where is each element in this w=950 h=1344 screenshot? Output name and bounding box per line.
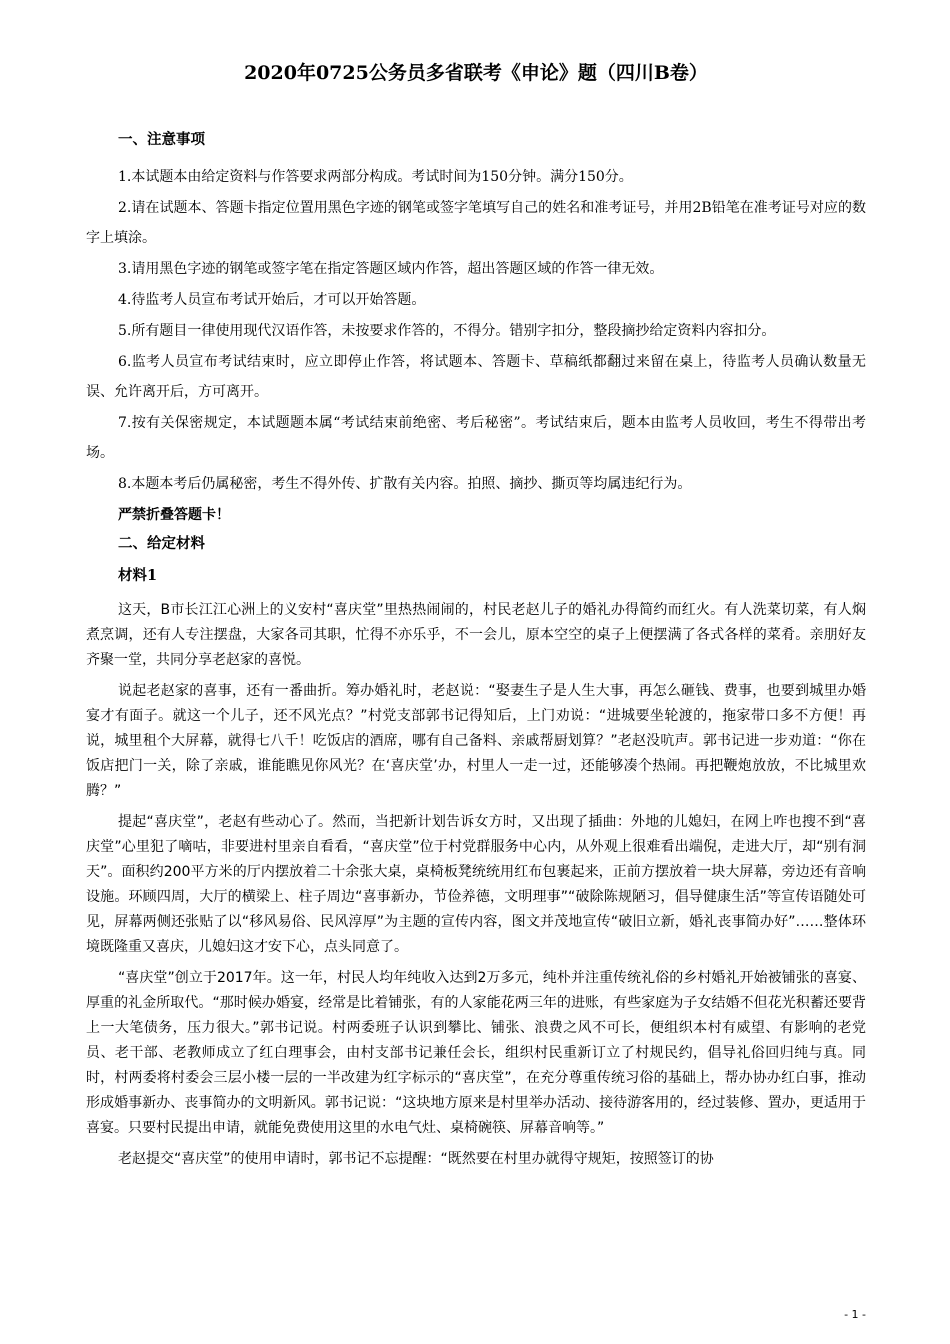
page-number: - 1 - — [844, 1308, 866, 1321]
material-paragraph-4: “喜庆堂”创立于2017年。这一年，村民人均年纯收入达到2万多元，纯朴并注重传统礼俗的乡村婚礼开始被铺张的喜宴、厚重的礼金所取代。“那时候办婚宴，经常是比着铺张，有的人家能花两三年的进账，有些家庭为子女结婚不但花光积蓄还要背上一大笔债务，压力很大。”郭书记说。村两委班子认识到攀比、铺张、浪费之风不可长，便组织本村有威望、有影响的老党员、老干部、老教师成立了红白理事会，由村支部书记兼任会长，组织村民重新订立了村规民约，倡导礼俗回归纯与真。同时，村两委将村委会三层小楼一层的一半改建为红字标示的“喜庆堂”，在充分尊重传统习俗的基础上，帮办协办红白事，推动形成婚事新办、丧事简办的文明新风。郭书记说：“这块地方原来是村里举办活动、接待游客用的，经过装修、置办，更适用于喜宴。只要村民提出申请，就能免费使用这里的水电气灶、桌椅碗筷、屏幕音响等。” — [86, 970, 866, 1136]
answer-card-warning: 严禁折叠答题卡！ — [118, 507, 230, 523]
document-title: 2020年0725公务员多省联考《申论》题（四川B卷） — [244, 62, 708, 84]
notice-item-4: 4.待监考人员宣布考试开始后，才可以开始答题。 — [118, 292, 426, 308]
notice-item-5: 5.所有题目一律使用现代汉语作答，未按要求作答的，不得分。错别字扣分，整段摘抄给定资料内容扣分。 — [118, 323, 776, 339]
notice-heading: 一、注意事项 — [118, 131, 205, 148]
notice-item-7: 7.按有关保密规定，本试题题本属“考试结束前绝密、考后秘密”。考试结束后，题本由监考人员收回，考生不得带出考场。 — [86, 415, 866, 461]
notice-item-6: 6.监考人员宣布考试结束时，应立即停止作答，将试题本、答题卡、草稿纸都翻过来留在桌上，待监考人员确认数量无误、允许离开后，方可离开。 — [86, 354, 866, 400]
material-paragraph-5: 老赵提交“喜庆堂”的使用申请时，郭书记不忘提醒：“既然要在村里办就得守规矩，按照签订的协 — [118, 1151, 714, 1167]
material-1-heading: 材料1 — [118, 567, 158, 584]
notice-item-3: 3.请用黑色字迹的钢笔或签字笔在指定答题区域内作答，超出答题区域的作答一律无效。 — [118, 261, 664, 277]
notice-item-1: 1.本试题本由给定资料与作答要求两部分构成。考试时间为150分钟。满分150分。 — [118, 169, 633, 185]
material-section-heading: 二、给定材料 — [118, 535, 205, 552]
material-paragraph-3: 提起“喜庆堂”，老赵有些动心了。然而，当把新计划告诉女方时，又出现了插曲：外地的儿媳妇，在网上咋也搜不到“喜庆堂”心里犯了嘀咕，非要进村里亲自看看，“喜庆堂”位于村党群服务中心内，从外观上很难看出端倪，走进大厅，却“别有洞天”。面积约200平方米的厅内摆放着二十余张大桌，桌椅板凳统统用红布包裹起来，正前方摆放着一块大屏幕，旁边还有音响设施。环顾四周，大厅的横梁上、柱子周边“喜事新办，节俭养德，文明理事”“破除陈规陋习，倡导健康生活”等宣传语随处可见，屏幕两侧还张贴了以“移风易俗、民风淳厚”为主题的宣传内容，图文并茂地宣传“破旧立新，婚礼丧事简办好”……整体环境既隆重又喜庆，儿媳妇这才安下心，点头同意了。 — [86, 814, 866, 955]
material-paragraph-2: 说起老赵家的喜事，还有一番曲折。筹办婚礼时，老赵说：“娶妻生子是人生大事，再怎么砸钱、费事，也要到城里办婚宴才有面子。就这一个儿子，还不风光点？”村党支部郭书记得知后，上门劝说：“进城要坐轮渡的，拖家带口多不方便！再说，城里租个大屏幕，就得七八千！吃饭店的酒席，哪有自己备料、亲戚帮厨划算？”老赵没吭声。郭书记进一步劝道：“你在饭店把门一关，除了亲戚，谁能瞧见你风光？在‘喜庆堂’办，村里人一走一过，还能够凑个热闹。再把鞭炮放放，不比城里欢腾？” — [86, 683, 866, 799]
material-paragraph-1: 这天，B市长江江心洲上的义安村“喜庆堂”里热热闹闹的，村民老赵儿子的婚礼办得简约而红火。有人洗菜切菜，有人焖煮烹调，还有人专注摆盘，大家各司其职，忙得不亦乐乎，不一会儿，原本空空的桌子上便摆满了各式各样的菜肴。亲朋好友齐聚一堂，共同分享老赵家的喜悦。 — [86, 602, 866, 668]
notice-item-8: 8.本题本考后仍属秘密，考生不得外传、扩散有关内容。拍照、摘抄、撕页等均属违纪行为。 — [118, 476, 692, 492]
notice-item-2: 2.请在试题本、答题卡指定位置用黑色字迹的钢笔或签字笔填写自己的姓名和准考证号，并用2B铅笔在准考证号对应的数字上填涂。 — [86, 200, 866, 246]
document-page — [86, 60, 866, 1178]
